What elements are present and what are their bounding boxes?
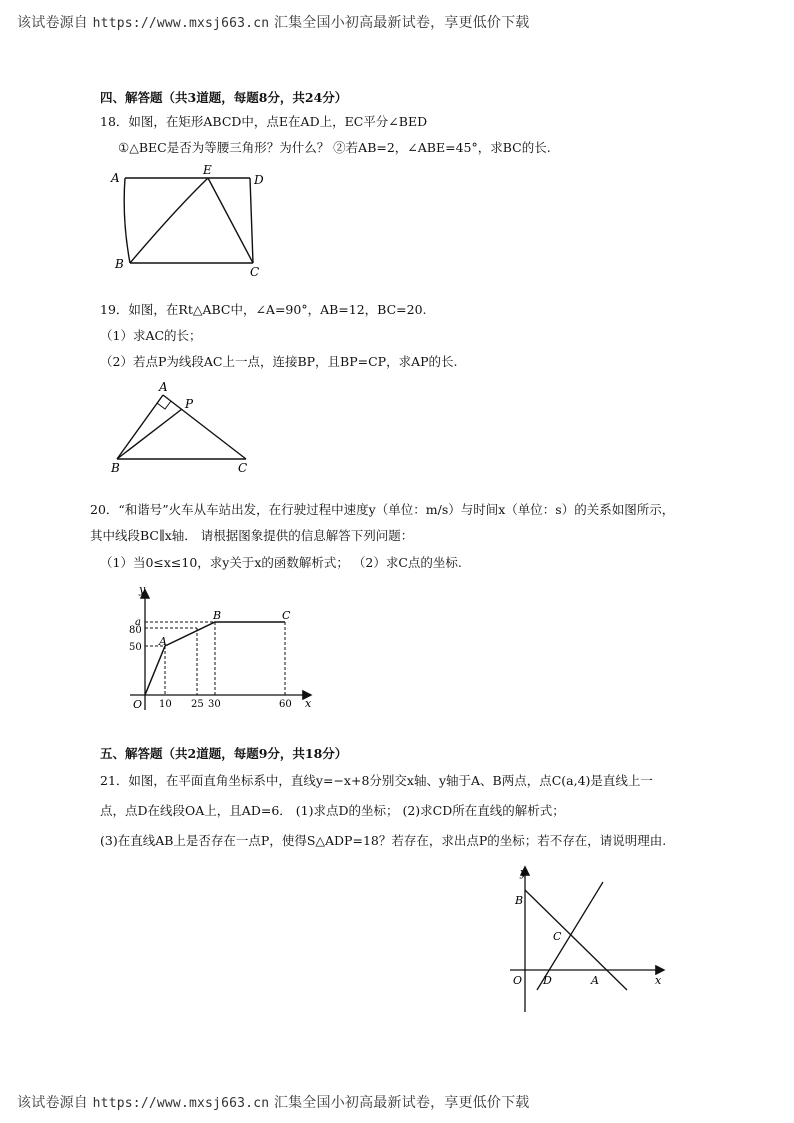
q21-figure bbox=[505, 862, 675, 1022]
q21-line3: (3)在直线AB上是否存在一点P，使得S△ADP=18？若存在，求出点P的坐标；若不存在，请说明理由. bbox=[100, 833, 667, 848]
q21-line2: 点，点D在线段OA上，且AD=6． (1)求点D的坐标； (2)求CD所在直线的解析式； bbox=[100, 803, 565, 818]
q21-line1: 21．如图，在平面直角坐标系中，直线y=−x+8分别交x轴、y轴于A、B两点，点C(a,4)是直线上一 bbox=[100, 773, 653, 788]
q20-tick-a: a bbox=[135, 617, 141, 628]
q21-x-label: x bbox=[655, 974, 662, 987]
q21-label-C: C bbox=[553, 930, 562, 943]
q19-figure bbox=[105, 380, 265, 475]
watermark-suffix: 汇集全国小初高最新试卷，享更低价下载 bbox=[273, 15, 530, 31]
q18-line1: 18．如图，在矩形ABCD中，点E在AD上，EC平分∠BED bbox=[100, 114, 428, 129]
section-5-title: 五、解答题（共2道题，每题9分，共18分） bbox=[100, 746, 348, 761]
q20-tick-10: 10 bbox=[159, 699, 172, 710]
q18-label-B: B bbox=[115, 257, 124, 271]
q18-seg-BE bbox=[130, 178, 208, 263]
q18-label-A: A bbox=[111, 171, 120, 185]
watermark-suffix-footer: 汇集全国小初高最新试卷，享更低价下载 bbox=[273, 1095, 530, 1111]
watermark-url-footer[interactable]: https://www.mxsj663.cn bbox=[92, 1096, 270, 1111]
q19-seg-BP bbox=[117, 409, 182, 459]
q19-side-AB bbox=[117, 395, 163, 459]
header-watermark bbox=[17, 12, 530, 32]
q18-side-AB bbox=[124, 178, 130, 263]
q20-tick-50: 50 bbox=[129, 642, 142, 653]
q19-label-A: A bbox=[159, 380, 168, 394]
q20-point-B: B bbox=[213, 609, 222, 622]
q20-tick-30: 30 bbox=[208, 699, 221, 710]
q19-label-P: P bbox=[185, 397, 194, 411]
q19-line1: 19．如图，在Rt△ABC中，∠A=90°，AB=12，BC=20. bbox=[100, 302, 427, 317]
q21-y-label: y bbox=[520, 866, 527, 879]
q18-label-E: E bbox=[203, 163, 212, 177]
q21-label-B: B bbox=[515, 894, 524, 907]
q19-line3: （2）若点P为线段AC上一点，连接BP，且BP=CP，求AP的长. bbox=[100, 354, 458, 369]
q18-line2: ①△BEC是否为等腰三角形？为什么？ ②若AB=2，∠ABE=45°，求BC的长. bbox=[118, 140, 551, 155]
footer-watermark bbox=[17, 1092, 530, 1112]
q20-point-C: C bbox=[282, 609, 291, 622]
q20-tick-60: 60 bbox=[279, 699, 292, 710]
q20-line3: （1）当0≤x≤10，求y关于x的函数解析式； （2）求C点的坐标. bbox=[100, 555, 462, 570]
q19-line2: （1）求AC的长； bbox=[100, 328, 202, 343]
q20-tick-80: 80 bbox=[129, 625, 142, 636]
q18-seg-EC bbox=[208, 178, 253, 263]
q19-label-C: C bbox=[238, 461, 248, 475]
q21-line-AB bbox=[525, 890, 627, 990]
section-4-title: 四、解答题（共3道题，每题8分，共24分） bbox=[100, 90, 348, 105]
q18-figure bbox=[105, 160, 275, 280]
q20-origin-label: O bbox=[133, 698, 143, 711]
q18-side-DC bbox=[250, 178, 253, 263]
q20-line2: 其中线段BC∥x轴． 请根据图象提供的信息解答下列问题： bbox=[90, 528, 414, 543]
q20-tick-25: 25 bbox=[191, 699, 204, 710]
watermark-prefix: 该试卷源自 bbox=[17, 15, 88, 31]
q19-right-angle-mark bbox=[157, 401, 171, 409]
q21-label-A: A bbox=[591, 974, 599, 987]
watermark-prefix-footer: 该试卷源自 bbox=[17, 1095, 88, 1111]
q20-line1: 20．“和谐号”火车从车站出发，在行驶过程中速度y（单位：m/s）与时间x（单位：s）的关系如图所示， bbox=[90, 502, 675, 517]
q21-label-O: O bbox=[513, 974, 523, 987]
q18-label-D: D bbox=[254, 173, 264, 187]
q20-y-label: y bbox=[139, 583, 146, 596]
q20-graph bbox=[125, 583, 325, 718]
q18-label-C: C bbox=[250, 265, 260, 279]
q20-x-label: x bbox=[305, 697, 312, 710]
q19-side-AC bbox=[163, 395, 246, 459]
watermark-url[interactable]: https://www.mxsj663.cn bbox=[92, 16, 270, 31]
q19-label-B: B bbox=[111, 461, 120, 475]
q21-label-D: D bbox=[543, 974, 552, 987]
q20-point-A: A bbox=[159, 635, 167, 648]
